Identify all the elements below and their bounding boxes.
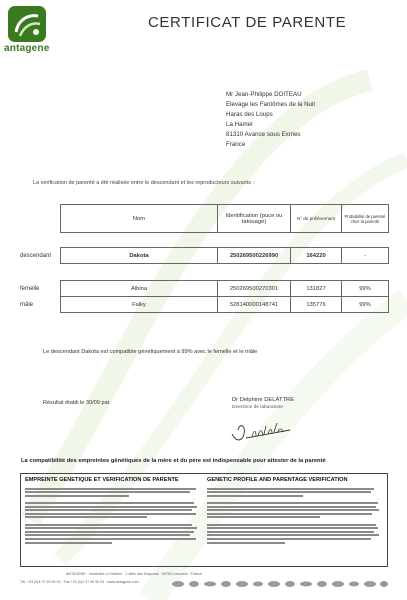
- descendant-name: Dakota: [61, 248, 218, 264]
- header-identification: Identification (puce ou tatouage): [218, 205, 291, 233]
- recipient-address-line2: Haras des Loups: [226, 111, 273, 118]
- parentage-note: La compatibilité des empreintes génétiques de la mère et du père est indispensable pour attester de la parenté: [21, 458, 326, 464]
- recipient-address-line3: La Hamel: [226, 121, 253, 128]
- parent-id: 528140000148741: [218, 297, 291, 313]
- parent-label: mâle: [20, 301, 34, 308]
- animal-silhouettes-icon: [170, 578, 390, 588]
- logo-text: antagene: [4, 43, 50, 54]
- logo-mark-icon: [8, 6, 46, 42]
- recipient-address-line4: 81310 Avance sous Exmes: [226, 131, 301, 138]
- parent-name: Falky: [61, 297, 218, 313]
- parent-sample: 131827: [291, 281, 342, 297]
- info-box: [20, 473, 388, 567]
- signature-image: [230, 412, 298, 446]
- info-box-title-en: GENETIC PROFILE AND PARENTAGE VERIFICATION: [207, 477, 348, 483]
- parent-probability: 99%: [342, 281, 389, 297]
- header-sample: N° de prélèvement: [291, 205, 342, 233]
- footer-line1: ANTAGENE · Immeuble Le Meltem · 2 allée des Séquoias · 69760 Limonest · France: [66, 572, 202, 576]
- info-box-text-en: [207, 486, 381, 545]
- descendant-probability: -: [342, 248, 389, 264]
- info-box-text-fr: [25, 486, 199, 545]
- table-row: [20, 281, 389, 297]
- intro-text: La vérification de parenté a été réalisée entre le descendant et les reproducteurs suivants :: [33, 180, 255, 186]
- footer-line2: Tél. +33 (0)4 37 49 90 03 · Fax +33 (0)4 37 49 90 04 · www.antagene.com: [20, 580, 139, 584]
- descendant-id: 250269500226990: [218, 248, 291, 264]
- info-box-title-fr: EMPREINTE GENETIQUE ET VERIFICATION DE PARENTE: [25, 477, 179, 483]
- table-header: [60, 204, 389, 233]
- signatory-name: Dr Delphine DELATTRE: [232, 397, 295, 403]
- antagene-logo: [4, 6, 54, 58]
- parent-sample: 135776: [291, 297, 342, 313]
- parent-name: Albina: [61, 281, 218, 297]
- table-row: [20, 297, 389, 313]
- recipient-name: Mr Jean-Philippe DOITEAU: [226, 91, 302, 98]
- recipient-country: France: [226, 141, 246, 148]
- descendant-label: descendant: [20, 252, 52, 259]
- page-title: CERTIFICAT DE PARENTE: [148, 14, 347, 31]
- compatibility-statement: Le descendant Dakota est compatible génétiquement à 99% avec le femelle et le mâle: [43, 349, 258, 355]
- descendant-sample: 164220: [291, 248, 342, 264]
- header-probability: Probabilité de parenté chez la parenté: [342, 205, 389, 233]
- header-name: Nom: [61, 205, 218, 233]
- parent-label: femelle: [20, 285, 40, 292]
- parent-id: 250269500270301: [218, 281, 291, 297]
- recipient-address-line1: Elevage les Fantômes de la Nuit: [226, 101, 316, 108]
- parents-table: [20, 280, 389, 313]
- signatory-role: Directrice de laboratoire: [232, 405, 283, 410]
- descendant-table: [20, 247, 389, 264]
- parent-probability: 99%: [342, 297, 389, 313]
- result-date: Résultat établi le 30/09 par: [43, 400, 110, 406]
